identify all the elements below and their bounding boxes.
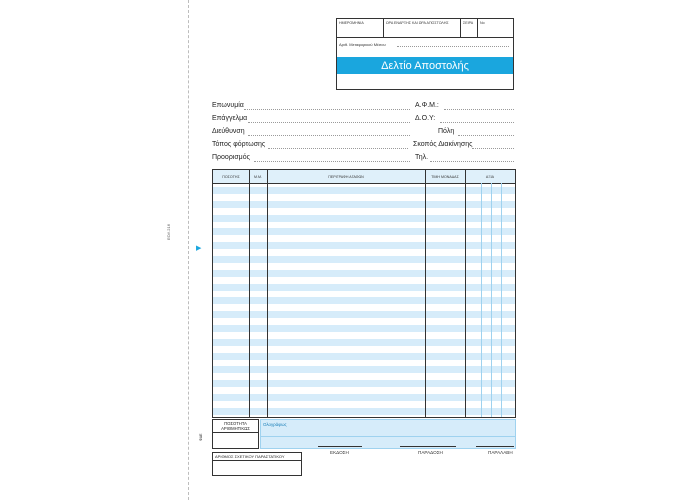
field-line-city[interactable] bbox=[458, 135, 514, 136]
th-value: ΑΞΙΑ bbox=[485, 174, 495, 179]
table-row[interactable] bbox=[213, 339, 515, 346]
th-unit-price: ΤΙΜΗ ΜΟΝΑΔΑΣ bbox=[431, 174, 459, 179]
quantity-divider bbox=[213, 432, 258, 433]
machine-field[interactable] bbox=[397, 46, 509, 47]
table-row[interactable] bbox=[213, 228, 515, 235]
table-header bbox=[213, 170, 515, 184]
table-row[interactable] bbox=[213, 311, 515, 318]
signature-issue: ΕΚΔΟΣΗ bbox=[330, 450, 349, 455]
col-divider bbox=[425, 170, 426, 417]
side-code: ΕΟΛ 216 bbox=[166, 224, 171, 240]
quantity-box[interactable] bbox=[212, 419, 259, 449]
goods-table bbox=[212, 169, 516, 418]
th-description: ΠΕΡΙΓΡΑΦΗ ΑΓΑΘΩΝ bbox=[328, 174, 364, 179]
table-row[interactable] bbox=[213, 325, 515, 332]
binding-perforation bbox=[188, 0, 189, 500]
document-title: Δελτίο Αποστολής bbox=[337, 57, 513, 74]
field-line-vat[interactable] bbox=[444, 109, 514, 110]
col-divider bbox=[249, 170, 250, 417]
signature-line-issue[interactable] bbox=[318, 446, 362, 447]
field-label-phone: Τηλ. bbox=[415, 154, 429, 161]
field-line-name[interactable] bbox=[244, 109, 410, 110]
field-label-name: Επωνυμία bbox=[212, 102, 244, 109]
total-in-words-field-2[interactable] bbox=[260, 436, 516, 449]
field-line-profession[interactable] bbox=[248, 122, 410, 123]
related-document-box[interactable] bbox=[212, 452, 302, 476]
table-row[interactable] bbox=[213, 394, 515, 401]
table-row[interactable] bbox=[213, 215, 515, 222]
signature-line-receipt[interactable] bbox=[476, 446, 514, 447]
field-line-address[interactable] bbox=[248, 135, 410, 136]
field-label-vat: Α.Φ.Μ.: bbox=[415, 102, 439, 109]
field-label-address: Διεύθυνση bbox=[212, 128, 245, 135]
col-divider bbox=[465, 170, 466, 417]
table-row[interactable] bbox=[213, 256, 515, 263]
field-label-loading-place: Τόπος φόρτωσης bbox=[212, 141, 266, 148]
signature-receipt: ΠΑΡΑΛΑΒΗ bbox=[488, 450, 513, 455]
quantity-label: ΠΟΣΟΤΗΤΑ ΑΡΙΘΜΗΤΙΚΩΣ bbox=[221, 421, 250, 431]
value-subdivider bbox=[501, 183, 502, 417]
number-cell[interactable]: Νο bbox=[480, 21, 485, 25]
table-row[interactable] bbox=[213, 242, 515, 249]
header-box bbox=[336, 18, 514, 90]
field-line-destination[interactable] bbox=[254, 161, 410, 162]
machine-label: Αριθ. Μεταφορικού Μέσου bbox=[339, 42, 386, 47]
total-in-words-field[interactable] bbox=[260, 419, 516, 437]
field-label-city: Πόλη bbox=[438, 128, 455, 135]
arrow-marker-icon: ▶ bbox=[196, 245, 202, 252]
table-row[interactable] bbox=[213, 284, 515, 291]
total-in-words-label: Ολογράφως bbox=[263, 422, 287, 427]
field-label-profession: Επάγγελμα bbox=[212, 115, 248, 122]
left-note: ΦΑΕ bbox=[199, 433, 203, 441]
th-quantity: ΠΟΣΟΤΗΣ bbox=[222, 174, 240, 179]
signature-delivery: ΠΑΡΑΔΟΣΗ bbox=[418, 450, 443, 455]
value-subdivider bbox=[491, 183, 492, 417]
time-cell[interactable]: ΩΡΑ ΕΝΑΡΞΗΣ ΚΑΙ ΩΡΑ ΑΠΟΣΤΟΛΗΣ bbox=[386, 21, 449, 25]
col-divider bbox=[267, 170, 268, 417]
table-row[interactable] bbox=[213, 297, 515, 304]
field-label-purpose: Σκοπός Διακίνησης bbox=[413, 141, 473, 148]
field-line-phone[interactable] bbox=[430, 161, 514, 162]
series-cell[interactable]: ΣΕΙΡΑ bbox=[463, 21, 474, 25]
table-row[interactable] bbox=[213, 366, 515, 373]
value-subdivider bbox=[481, 183, 482, 417]
table-row[interactable] bbox=[213, 353, 515, 360]
table-row[interactable] bbox=[213, 201, 515, 208]
table-row[interactable] bbox=[213, 408, 515, 415]
field-line-loading-place[interactable] bbox=[268, 148, 408, 149]
related-document-label: ΑΡΙΘΜΟΣ ΣΧΕΤΙΚΟΥ ΠΑΡΑΣΤΑΤΙΚΟΥ bbox=[215, 454, 285, 459]
field-label-destination: Προορισμός bbox=[212, 154, 250, 161]
field-line-tax-office[interactable] bbox=[440, 122, 514, 123]
header-top-row bbox=[337, 19, 513, 38]
table-row[interactable] bbox=[213, 270, 515, 277]
date-cell[interactable]: ΗΜΕΡΟΜΗΝΙΑ bbox=[339, 21, 364, 25]
field-label-tax-office: Δ.Ο.Υ: bbox=[415, 115, 436, 122]
related-document-divider bbox=[213, 460, 301, 461]
signature-line-delivery[interactable] bbox=[400, 446, 456, 447]
field-line-purpose[interactable] bbox=[472, 148, 514, 149]
table-row[interactable] bbox=[213, 380, 515, 387]
table-row[interactable] bbox=[213, 187, 515, 194]
th-unit: Μ.Μ. bbox=[254, 174, 262, 179]
